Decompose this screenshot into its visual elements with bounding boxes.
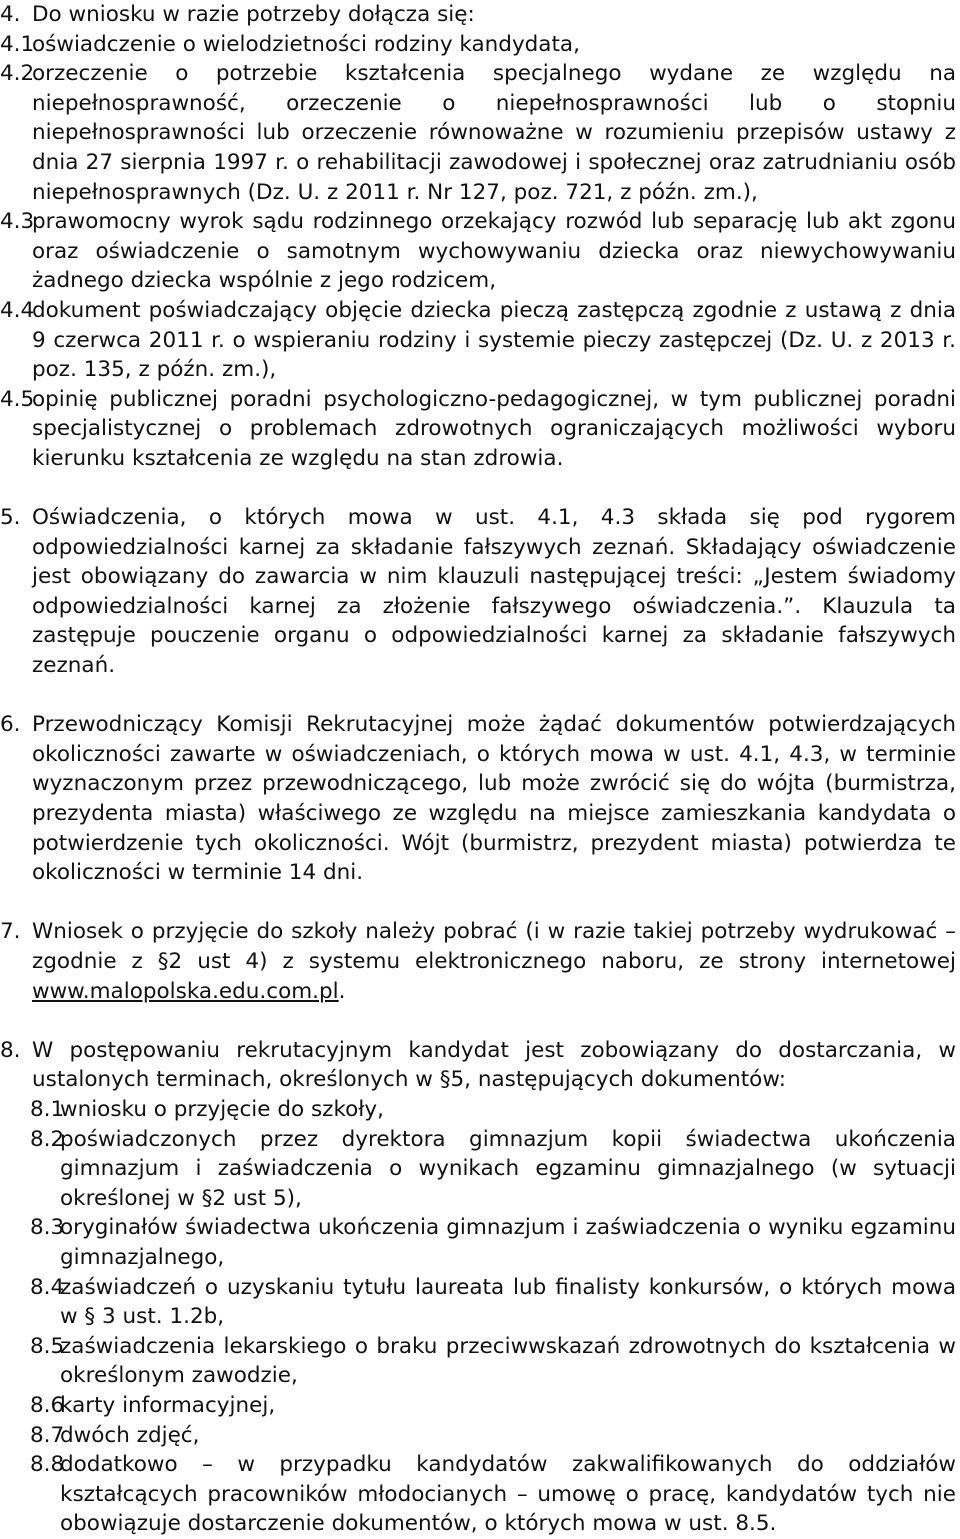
item-text: oryginałów świadectwa ukończenia gimnazjum i zaświadczenia o wyniku egzaminu gimnazjalnego,: [60, 1215, 956, 1270]
item-text: oświadczenie o wielodzietności rodziny kandydata,: [32, 31, 580, 57]
item-text: opinię publicznej poradni psychologiczno-pedagogicznej, w tym publicznej poradni specjalistycznej o problemach zdrowotnych ograniczających możliwości wyboru kierunku kształcenia ze względu na stan zdrowia.: [32, 386, 956, 471]
section-6-text: Przewodniczący Komisji Rekrutacyjnej może żądać dokumentów potwierdzających okoliczności zawarte w oświadczeniach, o których mowa w ust. 4.1, 4.3, w terminie wyznaczonym przez przewodniczącego, lub może zwrócić się do wójta (burmistrza, prezydenta miasta) właściwego ze względu na miejsce zamieszkania kandydata o potwierdzenie tych okoliczności. Wójt (burmistrz, prezydent miasta) potwierdza te okoliczności w terminie 14 dni.: [32, 712, 956, 886]
list-item-8-6: [0, 1391, 960, 1421]
section-5-number: 5.: [0, 505, 21, 531]
list-item-4-5: [0, 385, 960, 474]
item-text: zaświadczeń o uzyskaniu tytułu laureata lub finalisty konkursów, o których mowa w § 3 ust. 1.2b,: [60, 1274, 956, 1330]
list-item-8-2: [0, 1125, 960, 1214]
section-5: [0, 503, 960, 681]
spacer: [0, 1006, 960, 1036]
list-item-4-3: [0, 207, 960, 296]
item-text: orzeczenie o potrzebie kształcenia specjalnego wydane ze względu na niepełnosprawność, orzeczenie o niepełnosprawności lub o stopniu niepełnosprawności lub orzeczenie równoważne w rozumieniu przepisów ustawy z dnia 27 sierpnia 1997 r. o rehabilitacji zawodowej i społecznej oraz zatrudnianiu osób niepełnosprawnych (Dz. U. z 2011 r. Nr 127, poz. 721, z późn. zm.),: [32, 61, 956, 205]
item-text: karty informacyjnej,: [60, 1392, 276, 1418]
list-item-8-4: [0, 1273, 960, 1332]
item-text: dodatkowo – w przypadku kandydatów zakwalifikowanych do oddziałów kształcących pracowników młodocianych – umowę o pracę, kandydatów tych nie obowiązuje dostarczenie dokumentów, o których mowa w ust. 8.5.: [60, 1452, 956, 1537]
section-8-list: [0, 1095, 960, 1539]
item-number: 8.2: [30, 1126, 65, 1152]
section-7-number: 7.: [0, 919, 21, 945]
list-item-8-8: [0, 1450, 960, 1539]
item-text: dokument poświadczający objęcie dziecka pieczą zastępczą zgodnie z ustawą z dnia 9 czerwca 2011 r. o wspieraniu rodziny i systemie pieczy zastępczej (Dz. U. z 2013 r. poz. 135, z późn. zm.),: [32, 297, 956, 383]
item-text: wniosku o przyjęcie do szkoły,: [60, 1096, 384, 1122]
item-number: 4.2: [0, 61, 35, 87]
section-7: [0, 917, 960, 1006]
list-item-8-5: [0, 1332, 960, 1391]
spacer: [0, 888, 960, 918]
spacer: [0, 681, 960, 711]
section-7-text: Wniosek o przyjęcie do szkoły należy pobrać (i w razie takiej potrzeby wydrukować – zgodnie z §2 ust 4) z systemu elektronicznego naboru, ze strony internetowej: [32, 919, 956, 974]
item-text: dwóch zdjęć,: [60, 1422, 200, 1448]
item-number: 8.4: [30, 1274, 65, 1300]
section-4-heading: [0, 0, 960, 30]
item-number: 8.8: [30, 1452, 65, 1478]
item-number: 8.5: [30, 1333, 65, 1359]
item-number: 4.1: [0, 31, 35, 57]
section-8-text: W postępowaniu rekrutacyjnym kandydat jest zobowiązany do dostarczania, w ustalonych terminach, określonych w §5, następujących dokumentów:: [32, 1037, 956, 1093]
section-5-text: Oświadczenia, o których mowa w ust. 4.1, 4.3 składa się pod rygorem odpowiedzialności karnej za składanie fałszywych zeznań. Składający oświadczenie jest obowiązany do zawarcia w nim klauzuli następującej treści: „Jestem świadomy odpowiedzialności karnej za złożenie fałszywego oświadczenia.”. Klauzula ta zastępuje pouczenie organu o odpowiedzialności karnej za składanie fałszywych zeznań.: [32, 505, 956, 679]
item-text: poświadczonych przez dyrektora gimnazjum kopii świadectwa ukończenia gimnazjum i zaświadczenia o wynikach egzaminu gimnazjalnego (w sytuacji określonej w §2 ust 5),: [60, 1126, 956, 1211]
item-number: 8.1: [30, 1096, 65, 1122]
list-item-4-1: [0, 30, 960, 60]
website-link[interactable]: www.malopolska.edu.com.pl: [32, 978, 339, 1004]
section-8-number: 8.: [0, 1037, 21, 1063]
item-text: prawomocny wyrok sądu rodzinnego orzekający rozwód lub separację lub akt zgonu oraz oświadczenie o samotnym wychowywaniu dziecka oraz niewychowywaniu żadnego dziecka wspólnie z jego rodzicem,: [32, 209, 956, 294]
section-4-text: Do wniosku w razie potrzeby dołącza się:: [32, 2, 475, 27]
list-item-4-2: [0, 59, 960, 207]
item-number: 4.5: [0, 386, 35, 412]
list-item-8-1: [0, 1095, 960, 1125]
item-number: 8.6: [30, 1392, 65, 1418]
item-number: 4.3: [0, 209, 35, 235]
item-text: zaświadczenia lekarskiego o braku przeciwwskazań zdrowotnych do kształcenia w określonym zawodzie,: [60, 1333, 956, 1389]
item-number: 8.7: [30, 1422, 65, 1448]
section-4-list: [0, 30, 960, 474]
list-item-8-7: [0, 1421, 960, 1451]
section-8: [0, 1036, 960, 1095]
spacer: [0, 474, 960, 504]
item-number: 4.4: [0, 297, 35, 323]
section-6: [0, 710, 960, 888]
section-6-number: 6.: [0, 712, 21, 738]
section-7-text-end: .: [338, 978, 346, 1004]
list-item-4-4: [0, 296, 960, 385]
list-item-8-3: [0, 1213, 960, 1272]
section-4-number: 4.: [0, 2, 21, 27]
item-number: 8.3: [30, 1215, 65, 1241]
